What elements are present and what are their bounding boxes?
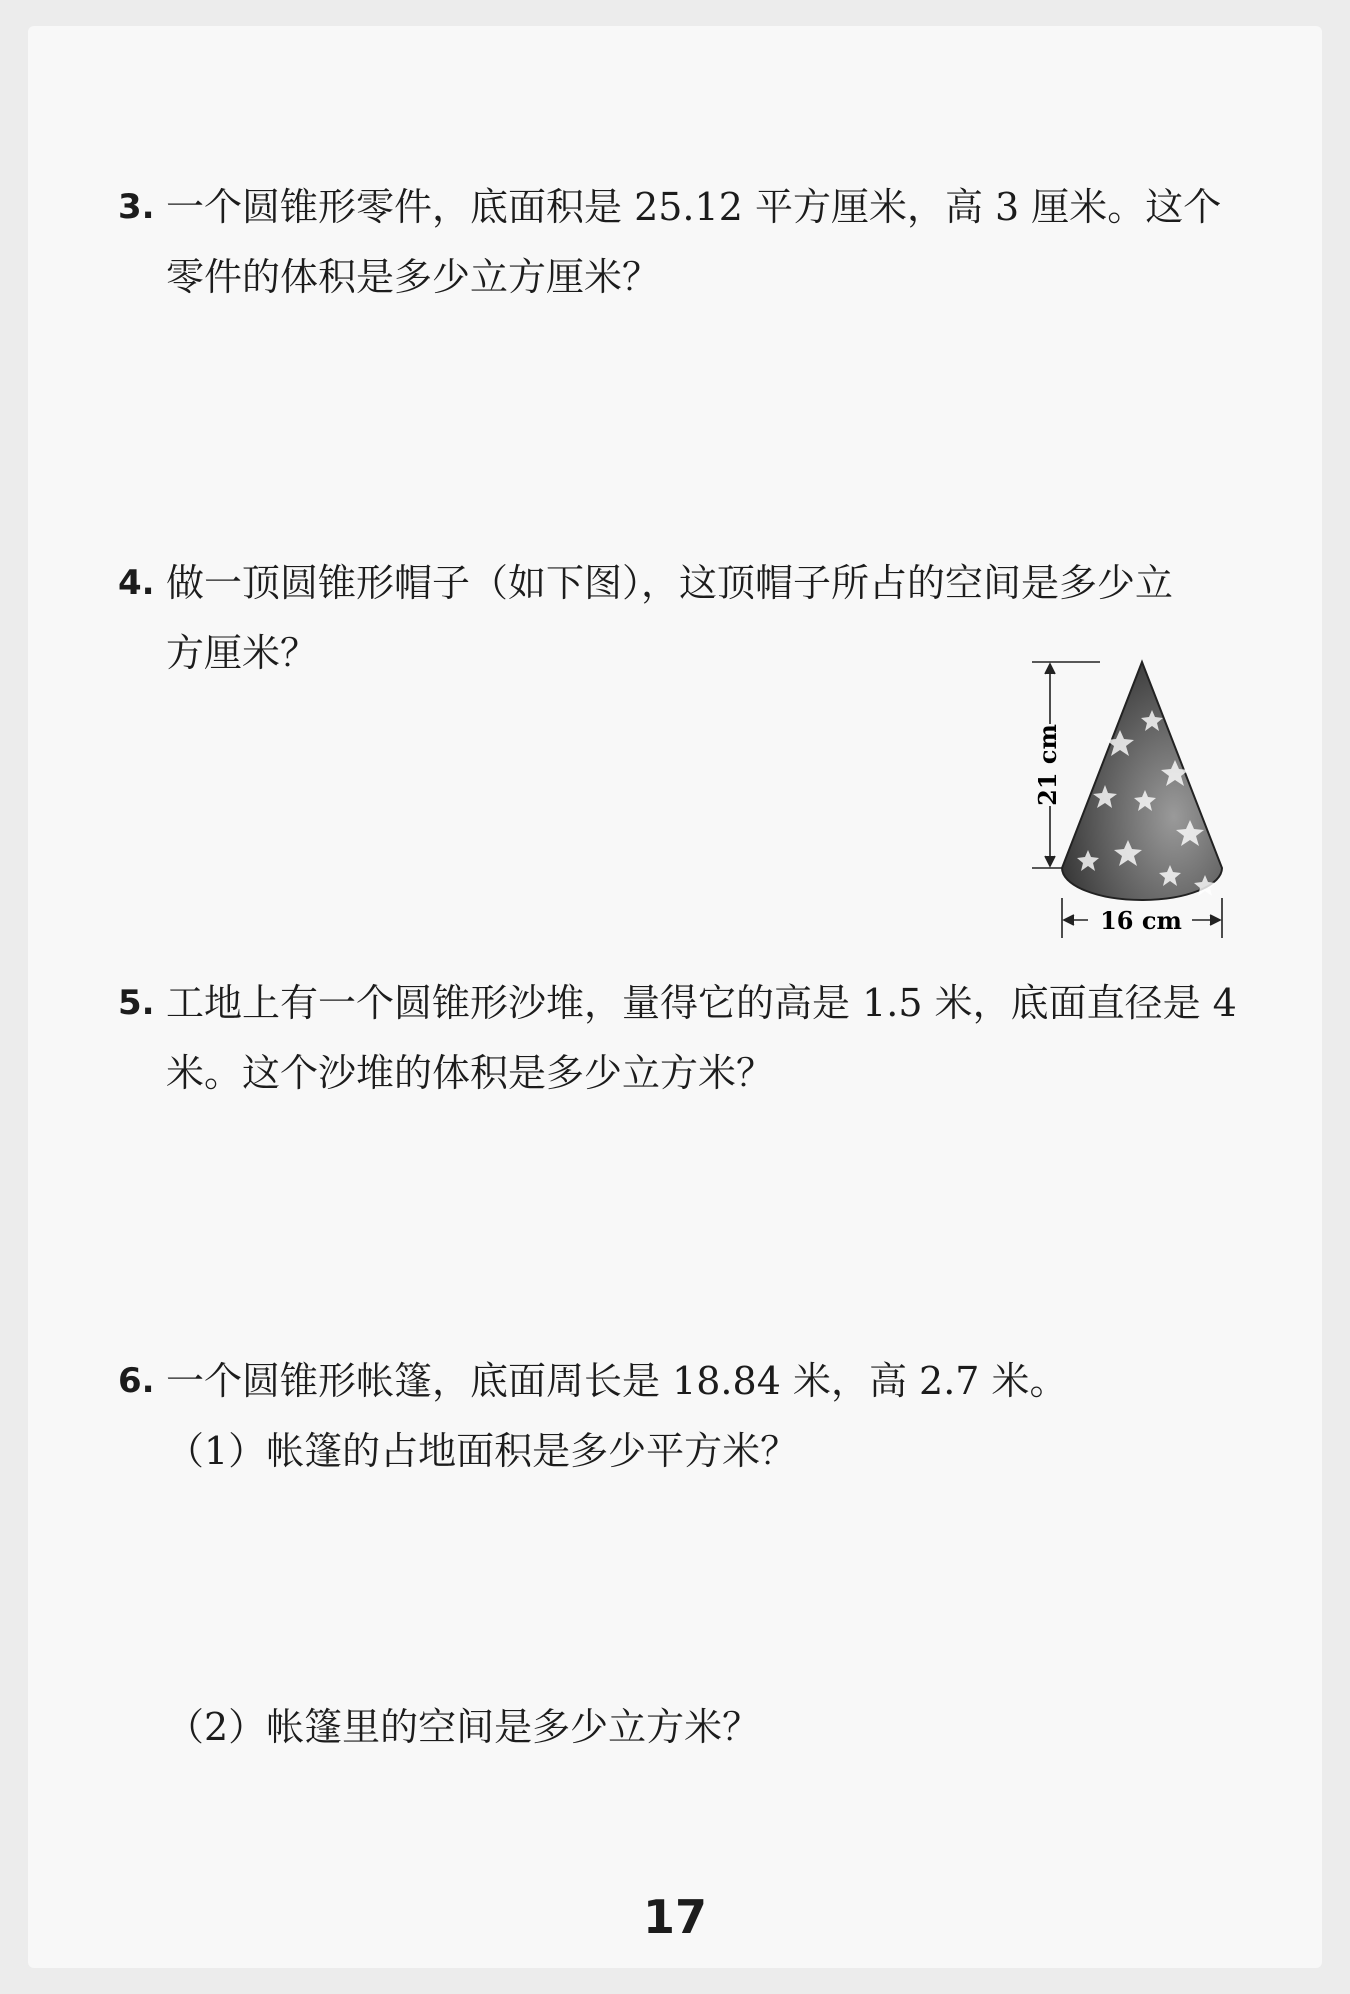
question-6 [118,1346,1248,1416]
question-number: 4. [118,563,155,603]
diameter-label: 16 cm [1100,906,1182,935]
page-number: 17 [642,1890,707,1944]
question-number: 5. [118,983,155,1023]
question-text-line-1: 一个圆锥形帐篷，底面周长是 18.84 米，高 2.7 米。 [166,1359,1068,1403]
height-label: 21 cm [1033,724,1062,806]
question-text-line-2: 方厘米？ [166,631,319,675]
sub-question-1: （1）帐篷的占地面积是多少平方米？ [166,1429,799,1473]
question-5 [118,968,1248,1108]
cone-hat-figure [1020,650,1260,960]
question-3 [118,172,1248,312]
question-text-line-1: 工地上有一个圆锥形沙堆，量得它的高是 1.5 米，底面直径是 4 [166,981,1237,1025]
question-number: 3. [118,187,155,227]
question-text-line-1: 一个圆锥形零件，底面积是 25.12 平方厘米，高 3 厘米。这个 [166,185,1222,229]
question-text-line-2: 米。这个沙堆的体积是多少立方米？ [166,1051,775,1095]
question-number: 6. [118,1361,155,1401]
question-text-line-2: 零件的体积是多少立方厘米？ [166,255,661,299]
sub-question-2: （2）帐篷里的空间是多少立方米？ [166,1705,761,1749]
question-text-line-1: 做一顶圆锥形帽子（如下图），这顶帽子所占的空间是多少立 [166,561,1174,605]
